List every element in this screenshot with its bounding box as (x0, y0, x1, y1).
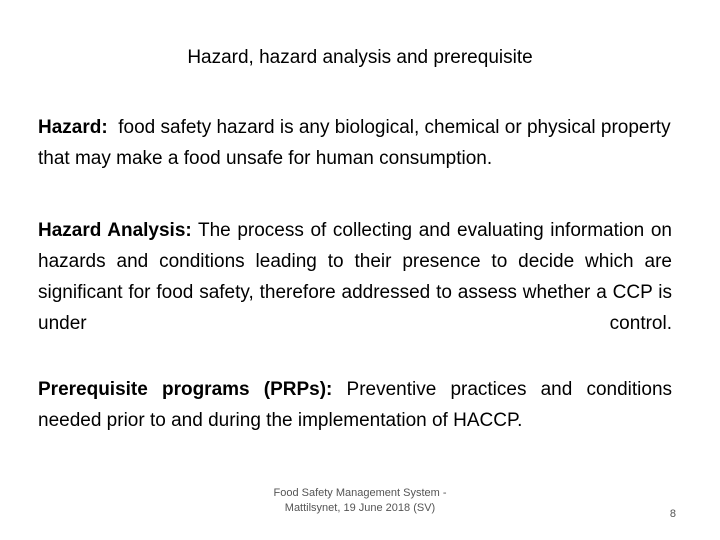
definition-hazard-text: food safety hazard is any biological, chemical or physical property that may make a food unsafe for human consumption. (38, 117, 671, 169)
definition-prerequisite-programs-text: Preventive practices and conditions needed prior to and during the implementation of HACCP. (38, 379, 673, 431)
definition-hazard-analysis-text: The process of collecting and evaluating information on hazards and conditions leading to their presence to decide which are significant for food safety, therefore addressed to assess whether a CCP is under control. (38, 220, 672, 334)
definition-hazard (38, 112, 672, 174)
definition-prerequisite-programs (38, 374, 672, 436)
footer-line-1: Food Safety Management System - (273, 487, 447, 499)
term-prerequisite-programs: Prerequisite programs (PRPs): (38, 379, 333, 400)
footer-line-2: Mattilsynet, 19 June 2018 (SV) (284, 502, 436, 514)
definition-hazard-analysis (38, 215, 672, 339)
term-hazard-analysis: Hazard Analysis: (38, 220, 192, 241)
term-hazard: Hazard: (38, 117, 108, 138)
slide-footer (250, 486, 470, 516)
slide-title: Hazard, hazard analysis and prerequisite (187, 47, 533, 68)
page-number: 8 (669, 508, 676, 520)
